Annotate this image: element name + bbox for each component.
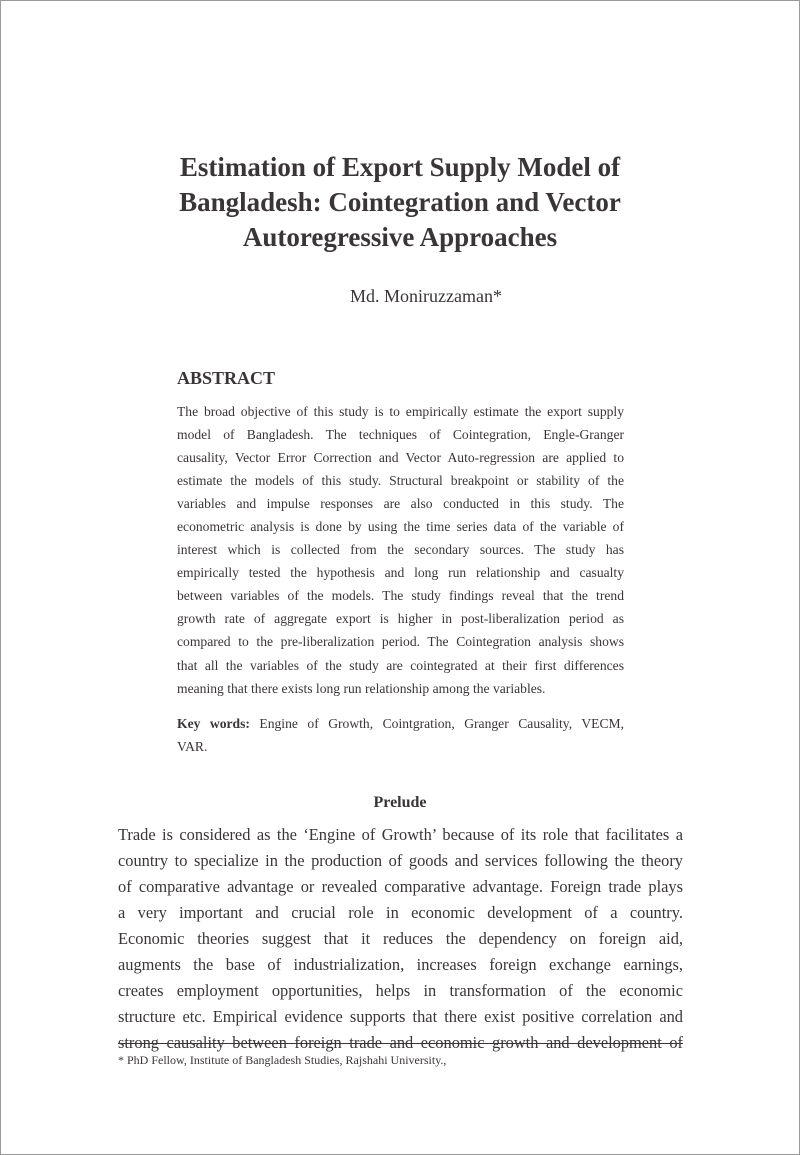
abstract-body	[177, 400, 624, 700]
abstract-line: compared to the pre-liberalization period. The Cointegration analysis shows	[177, 634, 624, 650]
prelude-line: strong causality between foreign trade and economic growth and development of	[118, 1033, 683, 1053]
abstract-line: between variables of the models. The study findings reveal that the trend	[177, 588, 624, 604]
prelude-line: country to specialize in the production of goods and services following the theory	[118, 851, 683, 871]
title-line: Bangladesh: Cointegration and Vector	[179, 187, 621, 217]
prelude-line: a very important and crucial role in economic development of a country.	[118, 903, 683, 923]
abstract-line: that all the variables of the study are cointegrated at their first differences	[177, 657, 624, 673]
abstract-line: interest which is collected from the secondary sources. The study has	[177, 542, 624, 558]
title-line: Autoregressive Approaches	[242, 222, 558, 252]
prelude-line: augments the base of industrialization, increases foreign exchange earnings,	[118, 955, 683, 975]
abstract-line: variables and impulse responses are also conducted in this study. The	[177, 496, 624, 512]
keywords-label: Key words:	[177, 716, 250, 731]
prelude-line: Trade is considered as the ‘Engine of Growth’ because of its role that facilitates a	[118, 825, 683, 844]
footnote-divider	[118, 1043, 683, 1044]
abstract-line: model of Bangladesh. The techniques of Cointegration, Engle-Granger	[177, 427, 624, 443]
footnote: * PhD Fellow, Institute of Bangladesh Studies, Rajshahi University.,	[118, 1053, 447, 1067]
abstract-line: econometric analysis is done by using the time series data of the variable of	[177, 519, 624, 535]
prelude-line: of comparative advantage or revealed comparative advantage. Foreign trade plays	[118, 877, 683, 897]
keywords-line: VAR.	[177, 739, 208, 754]
abstract-heading: ABSTRACT	[177, 368, 276, 388]
author-name: Md. Moniruzzaman*	[350, 286, 502, 306]
prelude-line: structure etc. Empirical evidence supports that there exist positive correlation and	[118, 1007, 683, 1027]
prelude-body	[118, 822, 683, 1056]
abstract-line: meaning that there exists long run relationship among the variables.	[177, 680, 546, 696]
abstract-line: estimate the models of this study. Structural breakpoint or stability of the	[177, 473, 624, 489]
prelude-line: Economic theories suggest that it reduces the dependency on foreign aid,	[118, 929, 683, 949]
abstract-line: causality, Vector Error Correction and Vector Auto-regression are applied to	[177, 450, 624, 466]
abstract-line: The broad objective of this study is to empirically estimate the export supply	[177, 404, 624, 419]
author-block	[0, 285, 800, 307]
prelude-heading: Prelude	[373, 794, 427, 811]
prelude-line: creates employment opportunities, helps in transformation of the economic	[118, 981, 683, 1001]
keywords-block	[177, 712, 624, 758]
abstract-line: growth rate of aggregate export is higher in post-liberalization period as	[177, 611, 624, 627]
title-line: Estimation of Export Supply Model of	[179, 152, 621, 182]
paper-title	[100, 150, 700, 255]
abstract-line: empirically tested the hypothesis and long run relationship and casualty	[177, 565, 624, 581]
keywords-text: Engine of Growth, Cointgration, Granger Causality, VECM,	[259, 716, 624, 731]
keywords-line	[177, 712, 624, 735]
